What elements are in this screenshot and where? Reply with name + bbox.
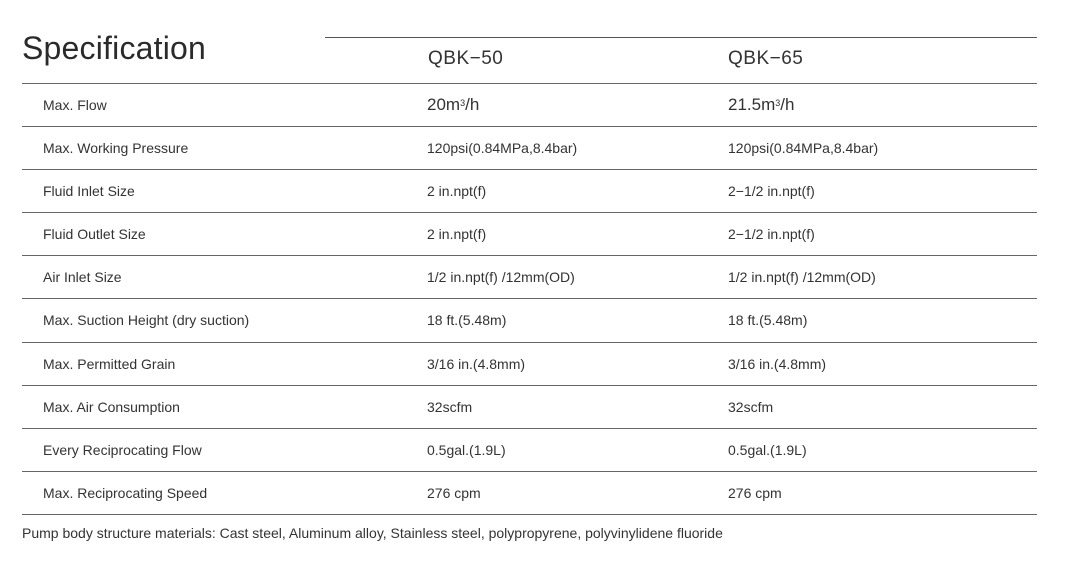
- unit-superscript: 3: [460, 97, 466, 108]
- table-row: [0, 126, 1065, 169]
- value-text: 18 ft.(5.48m): [427, 312, 507, 328]
- row-label: Max. Suction Height (dry suction): [43, 312, 250, 328]
- qbk65-value: [728, 83, 794, 126]
- row-label: Max. Flow: [43, 96, 107, 113]
- qbk50-value: [427, 298, 506, 342]
- qbk50-value: [427, 212, 486, 255]
- value-text: 21.5m: [728, 94, 776, 114]
- row-label: Max. Air Consumption: [43, 398, 180, 415]
- value-text: 2 in.npt(f): [427, 225, 487, 242]
- qbk50-value: [427, 83, 479, 126]
- table-row: [0, 169, 1065, 212]
- value-text: 120psi(0.84MPa,8.4bar): [728, 139, 879, 156]
- unit-superscript: 3: [775, 97, 781, 108]
- value-text: 120psi(0.84MPa,8.4bar): [427, 139, 578, 156]
- row-label: Every Reciprocating Flow: [43, 441, 202, 458]
- row-label: Fluid Outlet Size: [43, 225, 146, 242]
- row-divider: [22, 514, 1037, 515]
- value-text: 2−1/2 in.npt(f): [728, 182, 815, 199]
- column-header-qbk50: QBK−50: [428, 48, 504, 69]
- row-label: Max. Permitted Grain: [43, 355, 176, 372]
- footnote: Pump body structure materials: Cast steel, Aluminum alloy, Stainless steel, polypropyrene, polyvinylidene fluoride: [22, 525, 723, 541]
- row-label: Air Inlet Size: [43, 268, 122, 285]
- value-text: 276 cpm: [728, 484, 782, 501]
- value-text: 276 cpm: [427, 484, 481, 501]
- qbk65-value: [728, 385, 773, 428]
- table-row: [0, 298, 1065, 342]
- qbk65-value: [728, 298, 807, 342]
- qbk50-value: [427, 169, 486, 212]
- row-label: Max. Working Pressure: [43, 139, 189, 156]
- qbk50-value: [427, 385, 472, 428]
- table-row: [0, 385, 1065, 428]
- value-text: 1/2 in.npt(f) /12mm(OD): [728, 268, 876, 285]
- value-text: 2 in.npt(f): [427, 182, 487, 199]
- header-rule: [325, 37, 1037, 38]
- table-row: [0, 342, 1065, 385]
- value-text: 2−1/2 in.npt(f): [728, 225, 815, 242]
- qbk50-value: [427, 428, 506, 471]
- table-row: [0, 83, 1065, 126]
- qbk65-value: [728, 428, 807, 471]
- table-row: [0, 212, 1065, 255]
- qbk50-value: [427, 342, 525, 385]
- qbk50-value: [427, 471, 481, 514]
- value-text: 1/2 in.npt(f) /12mm(OD): [427, 268, 575, 285]
- qbk50-value: [427, 255, 575, 298]
- value-text: 3/16 in.(4.8mm): [427, 355, 526, 372]
- value-text: 32scfm: [427, 398, 473, 415]
- row-label: Fluid Inlet Size: [43, 182, 135, 199]
- table-row: [0, 428, 1065, 471]
- qbk65-value: [728, 212, 815, 255]
- qbk65-value: [728, 342, 826, 385]
- value-text: 18 ft.(5.48m): [728, 312, 808, 328]
- value-text: 0.5gal.(1.9L): [728, 441, 807, 458]
- qbk65-value: [728, 126, 878, 169]
- qbk65-value: [728, 255, 876, 298]
- qbk65-value: [728, 471, 782, 514]
- value-text: 0.5gal.(1.9L): [427, 441, 506, 458]
- value-text: 32scfm: [728, 398, 774, 415]
- unit-suffix: /h: [780, 94, 795, 114]
- value-text: 20m: [427, 94, 461, 114]
- unit-suffix: /h: [465, 94, 480, 114]
- qbk50-value: [427, 126, 577, 169]
- spec-title: Specification: [22, 30, 207, 66]
- row-label: Max. Reciprocating Speed: [43, 484, 208, 501]
- table-row: [0, 471, 1065, 514]
- value-text: 3/16 in.(4.8mm): [728, 355, 827, 372]
- table-row: [0, 255, 1065, 298]
- column-header-qbk65: QBK−65: [728, 48, 804, 69]
- qbk65-value: [728, 169, 815, 212]
